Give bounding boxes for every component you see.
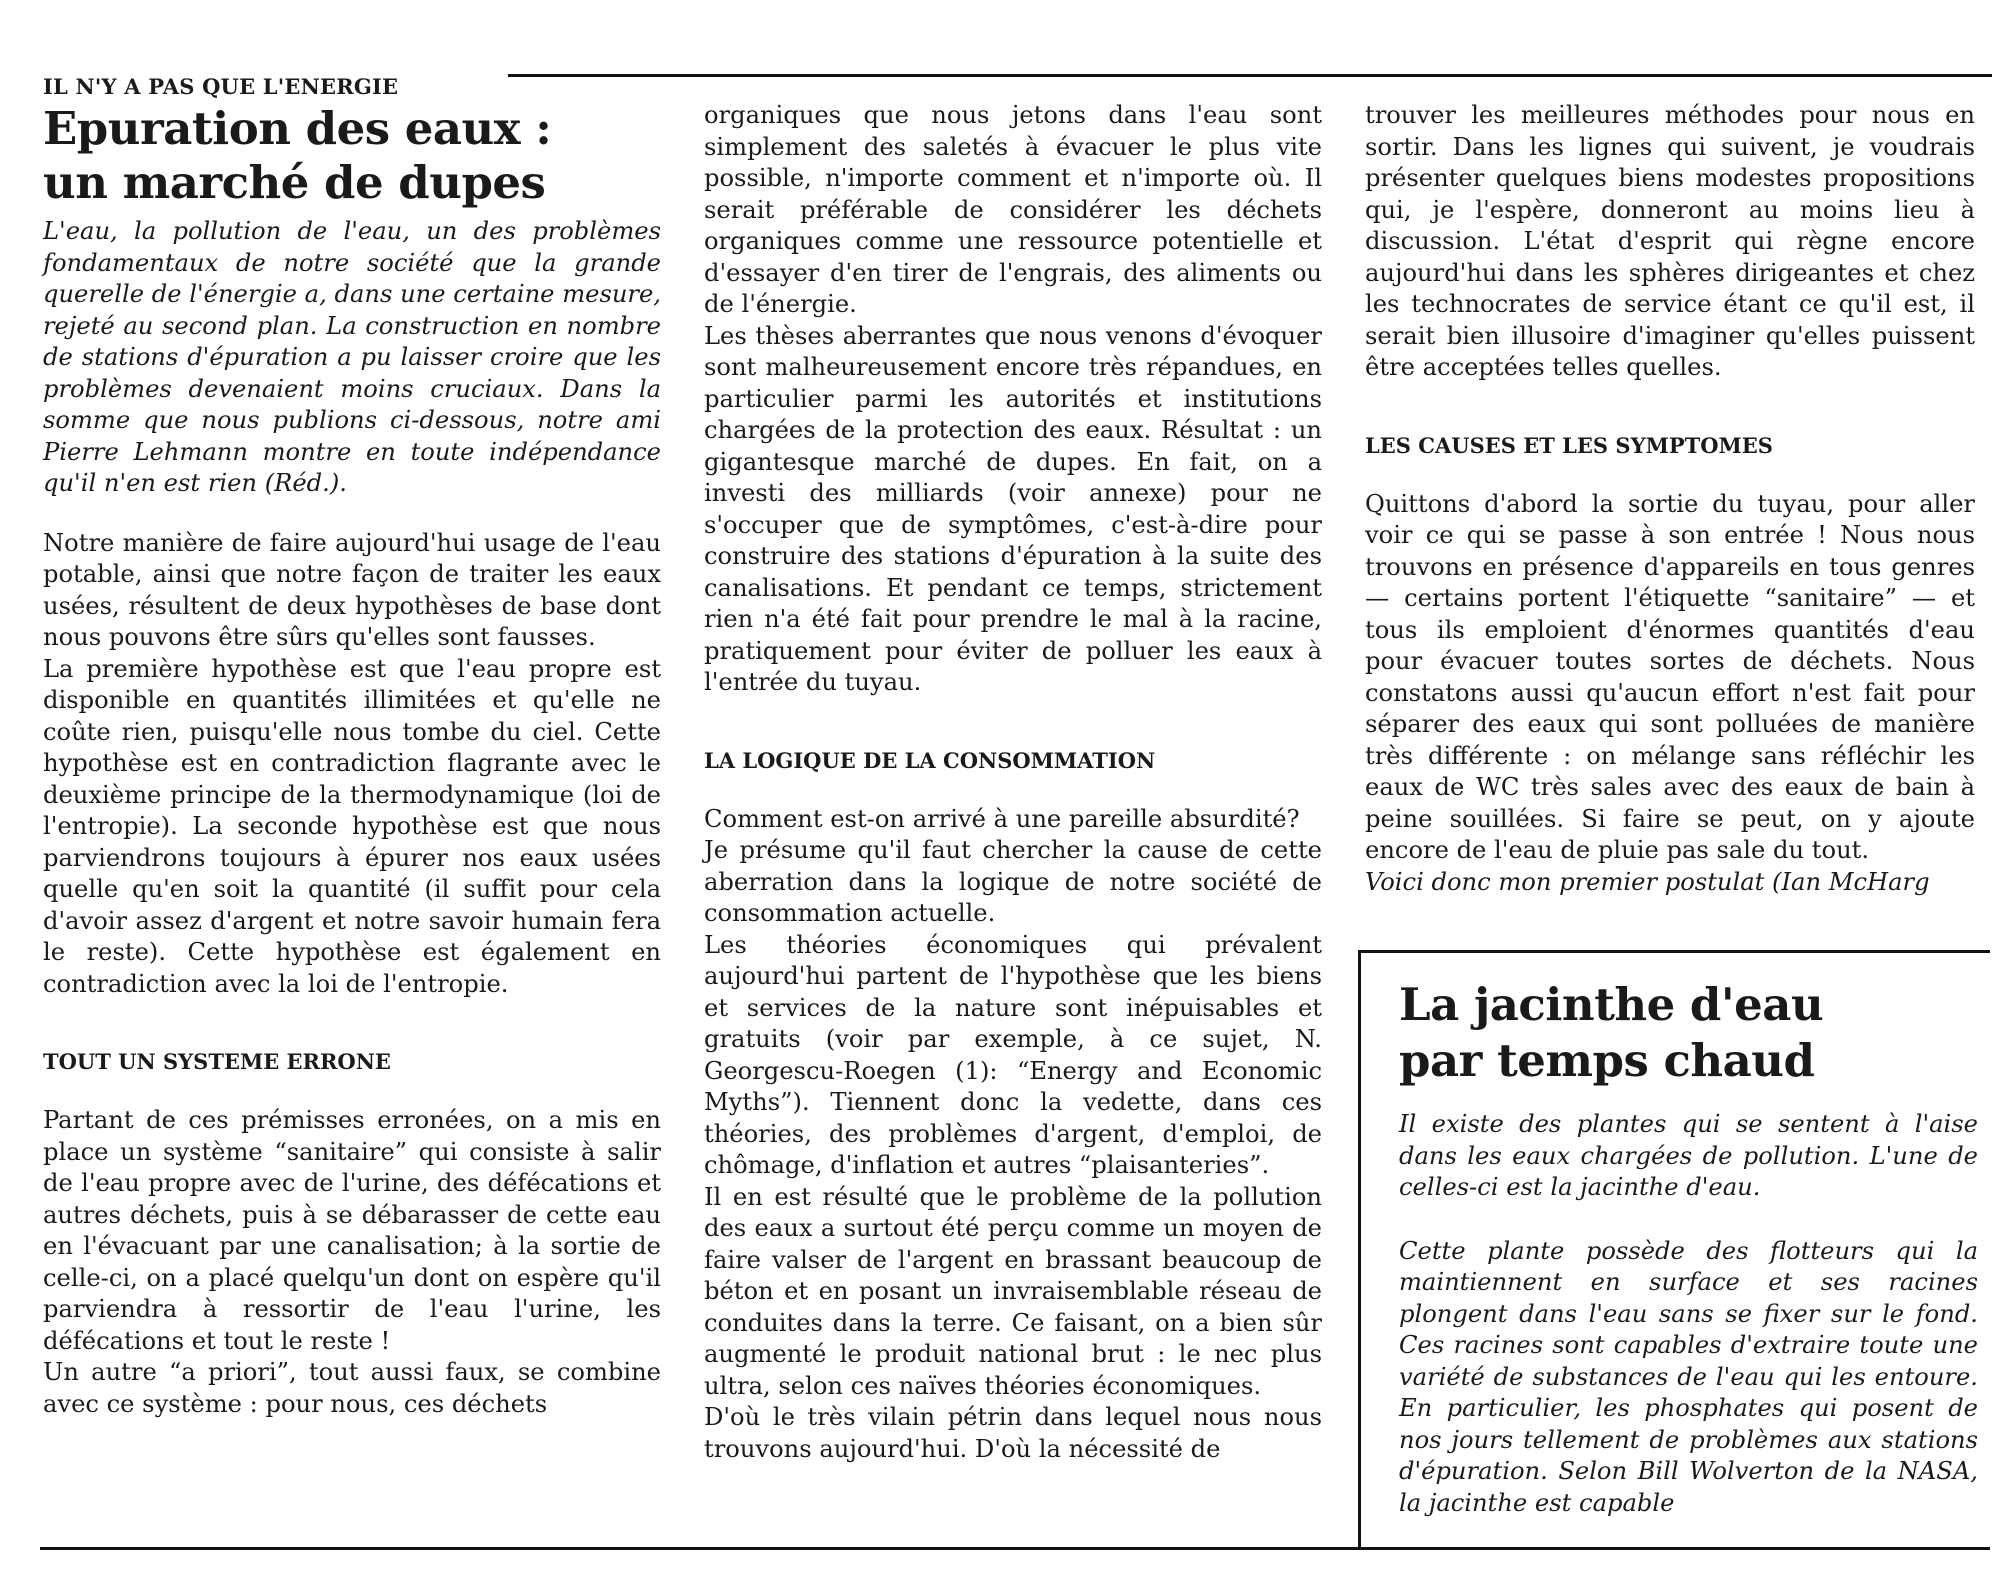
- subhead-systeme-errone: TOUT UN SYSTEME ERRONE: [43, 1049, 391, 1074]
- paragraph: Quittons d'abord la sortie du tuyau, pour aller voir ce qui se passe à son entrée ! Nous nous trouvons en présence d'appareils en tous genres — certains portent l'étiquette “sanitaire” — et tous ils emploient d'énormes quantités d'eau pour évacuer toutes sortes de déchets. Nous constatons aussi qu'aucun effort n'est fait pour séparer des eaux qui sont polluées de manière très différente : on mélange sans réfléchir les eaux de WC très sales avec des eaux de bain à peine souillées. Si faire se peut, on y ajoute encore de l'eau de pluie pas sale du tout.: [1365, 489, 1975, 864]
- subhead-causes-symptomes: LES CAUSES ET LES SYMPTOMES: [1365, 432, 1773, 458]
- paragraph: Voici donc mon premier postulat (Ian McHarg: [1365, 867, 1930, 896]
- sidebar-paragraph: Cette plante possède des flotteurs qui la maintiennent en surface et ses racines plongent dans l'eau sans se fixer sur le fond. Ces racines sont capables d'extraire toute une variété de substances de l'eau qui les entoure. En particulier, les phosphates qui posent de nos jours tellement de problèmes aux stations d'épuration. Selon Bill Wolverton de la NASA, la jacinthe est capable: [1399, 1236, 1978, 1517]
- headline-line-1: Epuration des eaux :: [43, 102, 552, 155]
- paragraph: Je présume qu'il faut chercher la cause de cette aberration dans la logique de notre société de consommation actuelle.: [704, 836, 1322, 927]
- paragraph: Partant de ces prémisses erronées, on a mis en place un système “sanitaire” qui consiste à salir de l'eau propre avec de l'urine, des défécations et autres déchets, puis à se débarasser de cette eau en l'évacuant par une canalisation; à la sortie de celle-ci, on a placé quelqu'un dont on espère qu'il parviendra à ressortir de l'eau l'urine, les défécations et tout le reste !: [43, 1106, 661, 1355]
- article-headline: [43, 102, 661, 210]
- spacer: [43, 500, 661, 528]
- sidebar-box: [1358, 950, 1990, 1547]
- headline-line-2: un marché de dupes: [43, 156, 546, 209]
- column-1: [43, 72, 661, 1420]
- sidebar-title-line-1: La jacinthe d'eau: [1399, 978, 1824, 1031]
- paragraph: D'où le très vilain pétrin dans lequel nous nous trouvons aujourd'hui. D'où la nécessité de: [704, 1403, 1322, 1463]
- spacer: [43, 1077, 661, 1105]
- paragraph: Comment est-on arrivé à une pareille absurdité?: [704, 804, 1300, 833]
- paragraph: trouver les meilleures méthodes pour nous en sortir. Dans les lignes qui suivent, je voudrais présenter quelques biens modestes propositions qui, je l'espère, donneront au moins lieu à discussion. L'état d'esprit qui règne encore aujourd'hui dans les sphères dirigeantes et chez les technocrates de service étant ce qu'il est, il serait bien illusoire d'imaginer qu'elles puissent être acceptées telles quelles.: [1365, 101, 1975, 381]
- paragraph: La première hypothèse est que l'eau propre est disponible en quantités illimitées et qu'elle ne coûte rien, puisqu'elle nous tombe du ciel. Cette hypothèse est en contradiction flagrante avec le deuxième principe de la thermodynamique (loi de l'entropie). La seconde hypothèse est que nous parviendrons toujours à épurer nos eaux usées quelle qu'en soit la quantité (il suffit pour cela d'avoir assez d'argent et notre savoir humain fera le reste). Cette hypothèse est également en contradiction avec la loi de l'entropie.: [43, 654, 661, 998]
- spacer: [1365, 384, 1975, 430]
- spacer: [43, 1000, 661, 1046]
- article-chapo: L'eau, la pollution de l'eau, un des problèmes fondamentaux de notre société que la grande querelle de l'énergie a, dans une certaine mesure, rejeté au second plan. La construction en nombre de stations d'épuration a pu laisser croire que les problèmes devenaient moins cruciaux. Dans la somme que nous publions ci-dessous, notre ami Pierre Lehmann montre en toute indépendance qu'il n'en est rien (Réd.).: [43, 217, 661, 497]
- paragraph: Un autre “a priori”, tout aussi faux, se combine avec ce système : pour nous, ces déchets: [43, 1358, 661, 1418]
- spacer: [704, 776, 1322, 804]
- column-3: [1365, 100, 1975, 898]
- sidebar-paragraph: Il existe des plantes qui se sentent à l'aise dans les eaux chargées de pollution. L'une de celles-ci est la jacinthe d'eau.: [1399, 1110, 1978, 1201]
- article-kicker: IL N'Y A PAS QUE L'ENERGIE: [43, 74, 399, 99]
- spacer: [1365, 461, 1975, 489]
- spacer: [1399, 1204, 1978, 1236]
- top-rule: [508, 74, 1992, 77]
- paragraph: Il en est résulté que le problème de la pollution des eaux a surtout été perçu comme un moyen de faire valser de l'argent en brassant beaucoup de béton et en posant un invraisemblable réseau de conduites dans la terre. Ce faisant, on a bien sûr augmenté le produit national brut : le nec plus ultra, selon ces naïves théories économiques.: [704, 1182, 1322, 1400]
- paragraph: organiques que nous jetons dans l'eau sont simplement des saletés à évacuer le plus vite possible, n'importe comment et n'importe où. Il serait préférable de considérer les déchets organiques comme une ressource potentielle et d'essayer d'en tirer de l'engrais, des aliments ou de l'énergie.: [704, 101, 1322, 318]
- paragraph: Les thèses aberrantes que nous venons d'évoquer sont malheureusement encore très répandues, en particulier parmi les autorités et institutions chargées de la protection des eaux. Résultat : un gigantesque marché de dupes. En fait, on a investi des milliards (voir annexe) pour ne s'occuper que de symptômes, c'est-à-dire pour construire des stations d'épuration à la suite des canalisations. Et pendant ce temps, strictement rien n'a été fait pour prendre le mal à la racine, pratiquement pour éviter de polluer les eaux à l'entrée du tuyau.: [704, 321, 1322, 696]
- bottom-rule: [40, 1547, 1990, 1550]
- spacer: [704, 699, 1322, 745]
- sidebar-title-line-2: par temps chaud: [1399, 1034, 1815, 1087]
- subhead-logique-consommation: LA LOGIQUE DE LA CONSOMMATION: [704, 747, 1156, 773]
- paragraph: Notre manière de faire aujourd'hui usage de l'eau potable, ainsi que notre façon de traiter les eaux usées, résultent de deux hypothèses de base dont nous pouvons être sûrs qu'elles sont fausses.: [43, 528, 661, 651]
- column-2: [704, 100, 1322, 1465]
- sidebar-title: [1399, 977, 1978, 1089]
- paragraph: Les théories économiques qui prévalent aujourd'hui partent de l'hypothèse que les biens et services de la nature sont inépuisables et gratuits (voir par exemple, à ce sujet, N. Georgescu-Roegen (1): “Energy and Economic Myths”). Tiennent donc la vedette, dans ces théories, des problèmes d'argent, d'emploi, de chômage, d'inflation et autres “plaisanteries”.: [704, 930, 1322, 1179]
